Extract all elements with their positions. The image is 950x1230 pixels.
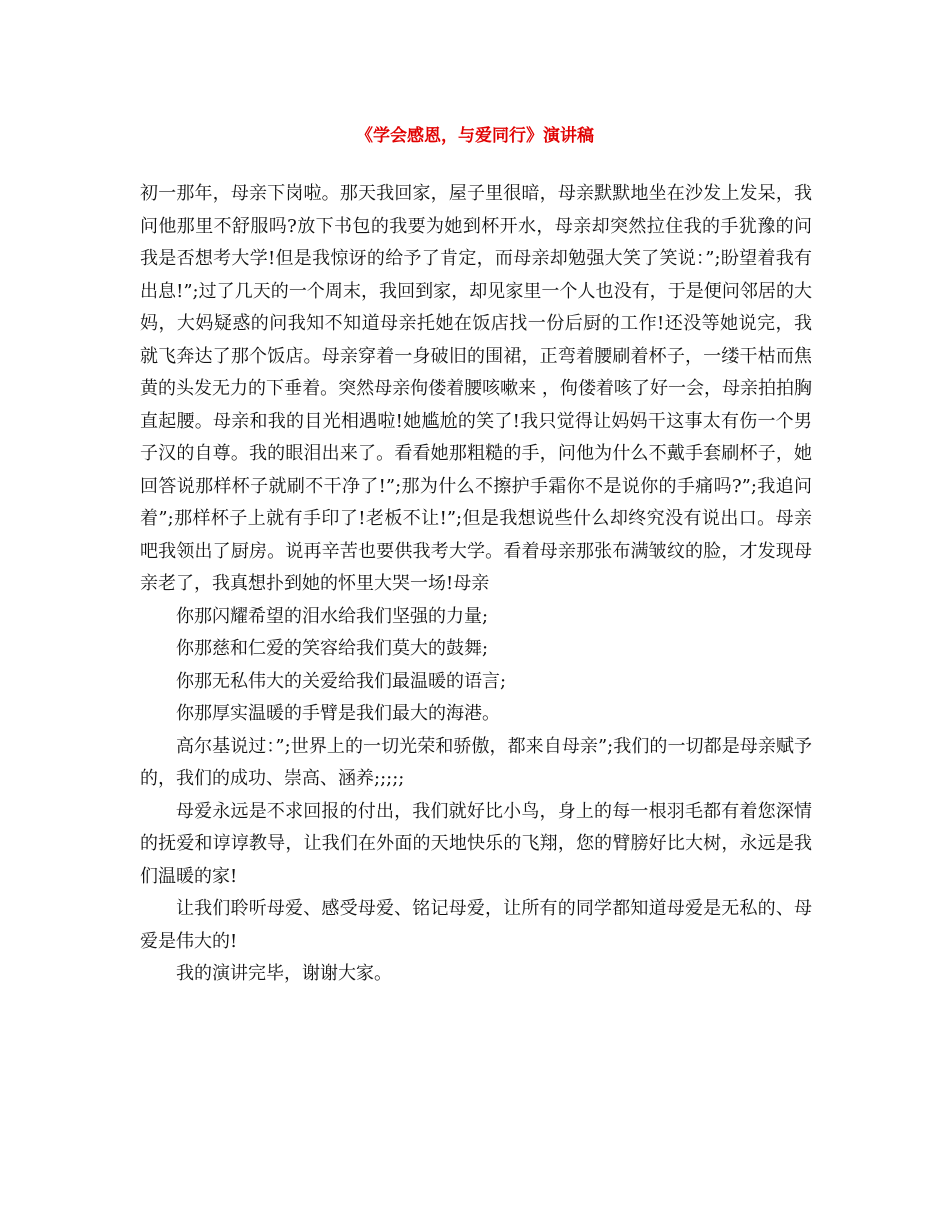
paragraph-2: 你那闪耀希望的泪水给我们坚强的力量;	[176, 605, 489, 627]
paragraph-4: 你那无私伟大的关爱给我们最温暖的语言;	[176, 670, 507, 692]
paragraph-3: 你那慈和仁爱的笑容给我们莫大的鼓舞;	[176, 638, 489, 659]
document-title: 《学会感恩，与爱同行》演讲稿	[356, 126, 594, 146]
document-body	[140, 178, 812, 991]
paragraph-7: 母爱永远是不求回报的付出，我们就好比小鸟，身上的每一根羽毛都有着您深情的抚爱和谆谆教导，让我们在外面的天地快乐的飞翔，您的臂膀好比大树，永远是我们温暖的家!	[140, 800, 812, 887]
paragraph-6: 高尔基说过：”;世界上的一切光荣和骄傲，都来自母亲”;我们的一切都是母亲赋予的，我们的成功、崇高、涵养;;;;;	[140, 735, 812, 789]
paragraph-8: 让我们聆听母爱、感受母爱、铭记母爱，让所有的同学都知道母爱是无私的、母爱是伟大的!	[140, 898, 812, 952]
paragraph-9: 我的演讲完毕，谢谢大家。	[176, 963, 392, 984]
paragraph-1: 初一那年，母亲下岗啦。那天我回家，屋子里很暗，母亲默默地坐在沙发上发呆，我问他那里不舒服吗?放下书包的我要为她到杯开水，母亲却突然拉住我的手犹豫的问我是否想考大学!但是我惊讶的给予了肯定，而母亲却勉强大笑了笑说：”;盼望着我有出息!”;过了几天的一个周末，我回到家，却见家里一个人也没有，于是便问邻居的大妈，大妈疑惑的问我知不知道母亲托她在饭店找一份后厨的工作!还没等她说完，我就飞奔达了那个饭店。母亲穿着一身破旧的围裙，正弯着腰刷着杯子，一缕干枯而焦黄的头发无力的下垂着。突然母亲佝偻着腰咳嗽来 ，佝偻着咳了好一会，母亲拍拍胸直起腰。母亲和我的目光相遇啦!她尴尬的笑了!我只觉得让妈妈干这事太有伤一个男子汉的自尊。我的眼泪出来了。看看她那粗糙的手，问他为什么不戴手套刷杯子，她回答说那样杯子就刷不干净了!”;那为什么不擦护手霜你不是说你的手痛吗?”;我追问着”;那样杯子上就有手印了!老板不让!”;但是我想说些什么却终究没有说出口。母亲吧我领出了厨房。说再辛苦也要供我考大学。看着母亲那张布满皱纹的脸，才发现母亲老了，我真想扑到她的怀里大哭一场!母亲	[140, 183, 812, 594]
paragraph-5: 你那厚实温暖的手臂是我们最大的海港。	[176, 703, 500, 724]
